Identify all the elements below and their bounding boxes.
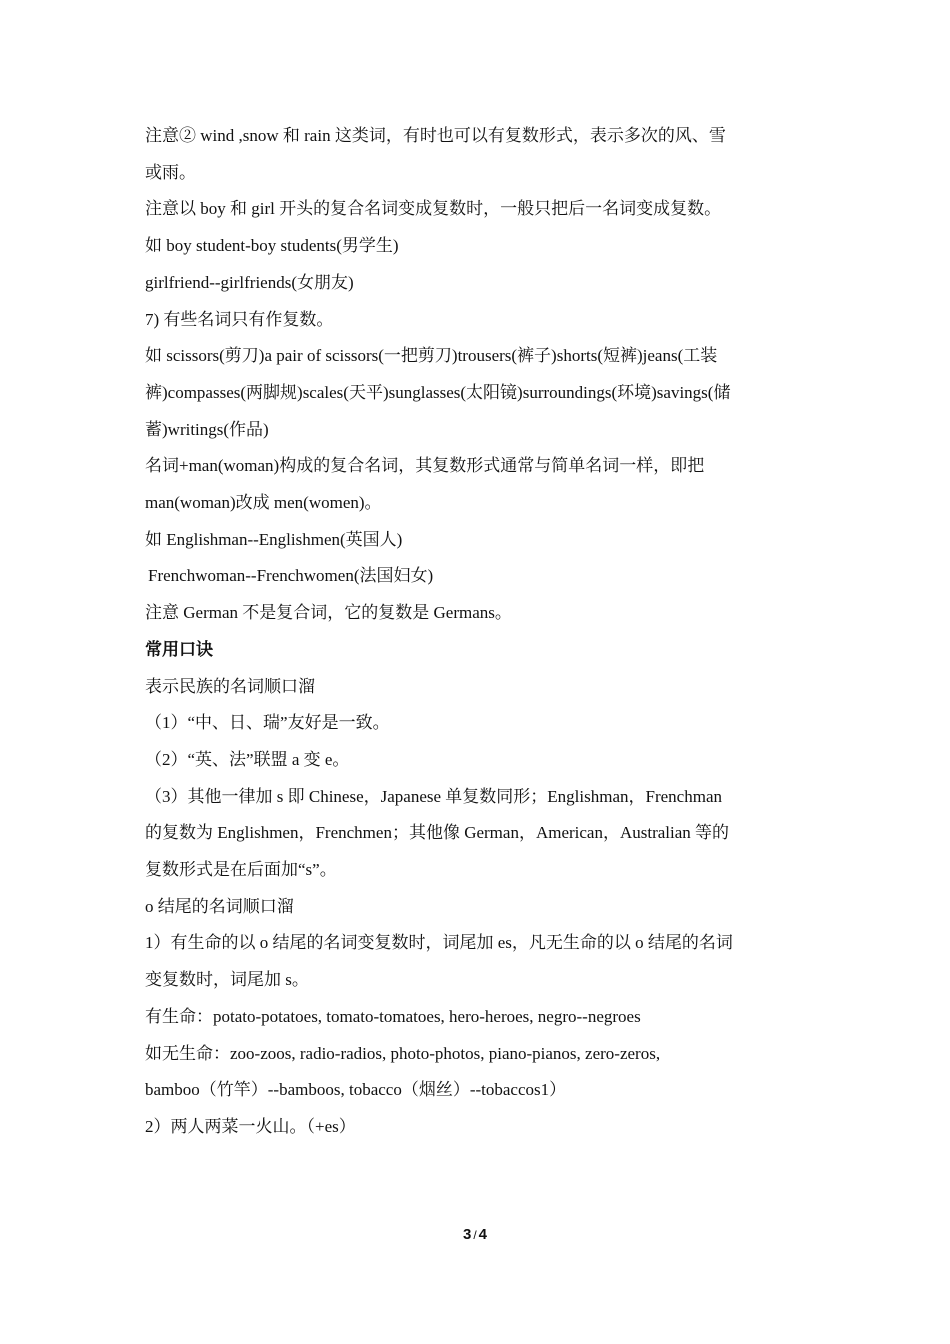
page-separator: / [473,1228,477,1242]
paragraph-line: 如 boy student-boy students(男学生) [145,236,399,256]
paragraph-line: 注意② wind ,snow 和 rain 这类词，有时也可以有复数形式，表示多次的风、雪 [145,126,726,145]
paragraph-line: 1）有生命的以 o 结尾的名词变复数时，词尾加 es，凡无生命的以 o 结尾的名词 [145,933,733,953]
paragraph-line: 如 scissors(剪刀)a pair of scissors(一把剪刀)trousers(裤子)shorts(短裤)jeans(工装 [145,346,718,366]
paragraph-line: 裤)compasses(两脚规)scales(天平)sunglasses(太阳镜)surroundings(环境)savings(储 [145,382,731,402]
paragraph-line: Frenchwoman--Frenchwomen(法国妇女) [148,566,434,586]
paragraph-line: bamboo（竹竿）--bamboos, tobacco（烟丝）--tobaccos1） [145,1080,567,1100]
current-page-number: 3 [462,1226,472,1243]
paragraph-line: 如无生命：zoo-zoos, radio-radios, photo-photos, piano-pianos, zero-zeros, [145,1043,661,1063]
paragraph-line: （3）其他一律加 s 即 Chinese，Japanese 单复数同形；Englishman，Frenchman [145,786,722,806]
paragraph-line: 7) 有些名词只有作复数。 [145,309,334,329]
paragraph-line: 2）两人两菜一火山。（+es） [145,1116,356,1136]
paragraph-line: man(woman)改成 men(women)。 [145,493,382,513]
paragraph-line: 注意 German 不是复合词，它的复数是 Germans。 [145,603,512,623]
document-body [145,118,815,1146]
paragraph-line: （2）“英、法”联盟 a 变 e。 [145,749,350,769]
paragraph-line: girlfriend--girlfriends(女朋友) [145,272,354,292]
total-pages-number: 4 [478,1226,488,1243]
paragraph-line: 或雨。 [145,162,196,182]
paragraph-line: o 结尾的名词顺口溜 [145,896,294,916]
page-number [0,1226,950,1243]
paragraph-line: 的复数为 Englishmen，Frenchmen；其他像 German，American，Australian 等的 [145,823,730,843]
paragraph-line: 如 Englishman--Englishmen(英国人) [145,529,403,549]
paragraph-line: 蓄)writings(作品) [145,419,269,439]
paragraph-line: 注意以 boy 和 girl 开头的复合名词变成复数时，一般只把后一名词变成复数。 [145,199,722,219]
paragraph-line: 名词+man(woman)构成的复合名词，其复数形式通常与简单名词一样，即把 [145,456,705,476]
paragraph-line: 表示民族的名词顺口溜 [145,676,315,696]
section-heading: 常用口诀 [145,639,213,659]
paragraph-line: 有生命：potato-potatoes, tomato-tomatoes, hero-heroes, negro--negroes [145,1006,641,1026]
paragraph-line: 变复数时，词尾加 s。 [145,970,309,990]
paragraph-line: 复数形式是在后面加“s”。 [145,860,337,880]
paragraph-line: （1）“中、日、瑞”友好是一致。 [145,713,390,733]
